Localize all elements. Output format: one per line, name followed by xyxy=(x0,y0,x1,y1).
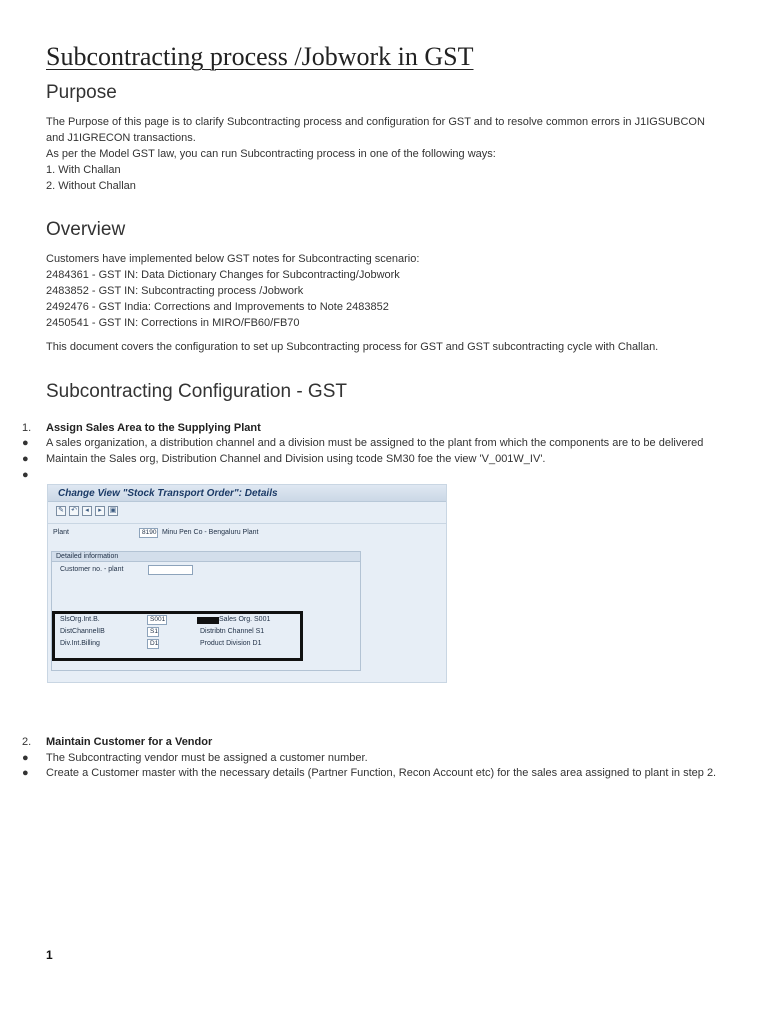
toolbar-divider xyxy=(48,523,446,524)
overview-line: 2450541 - GST IN: Corrections in MIRO/FB60/FB70 xyxy=(46,317,300,329)
purpose-line: The Purpose of this page is to clarify Subcontracting process and configuration for GST and to resolve common errors in J1IGSUBCON xyxy=(46,116,705,128)
sap-toolbar xyxy=(56,506,118,518)
bullet-icon: ● xyxy=(22,437,29,449)
page-title: Subcontracting process /Jobwork in GST xyxy=(46,42,474,71)
plant-field: 8190 xyxy=(139,528,158,538)
dist-channel-description: Distribtn Channel S1 xyxy=(200,628,265,635)
bullet-text: The Subcontracting vendor must be assigned a customer number. xyxy=(46,752,368,764)
purpose-line: As per the Model GST law, you can run Subcontracting process in one of the following ways: xyxy=(46,148,496,160)
purpose-line: and J1IGRECON transactions. xyxy=(46,132,196,144)
purpose-line: 2. Without Challan xyxy=(46,180,136,192)
purpose-line: 1. With Challan xyxy=(46,164,121,176)
customer-no-label: Customer no. - plant xyxy=(60,566,124,573)
purpose-text xyxy=(46,114,705,194)
plant-description: Minu Pen Co - Bengaluru Plant xyxy=(162,529,259,536)
overview-summary: This document covers the configuration to set up Subcontracting process for GST and GST subcontracting cycle with Challan. xyxy=(46,341,659,353)
step-title: Maintain Customer for a Vendor xyxy=(46,736,213,748)
dist-channel-field: S1 xyxy=(147,627,159,637)
bullet-text: A sales organization, a distribution channel and a division must be assigned to the plant from which the components are to be delivered xyxy=(46,437,704,449)
dist-channel-label: DistChannelIB xyxy=(60,628,105,635)
previous-entry-icon: ◂ xyxy=(82,506,92,516)
bullet-text: Create a Customer master with the necessary details (Partner Function, Recon Account etc) for the sales area assigned to plant in step 2. xyxy=(46,767,717,779)
redacted-block xyxy=(197,617,219,624)
division-label: Div.Int.Billing xyxy=(60,640,100,647)
division-field: D1 xyxy=(147,639,159,649)
purpose-heading: Purpose xyxy=(46,82,117,103)
bullet-icon: ● xyxy=(22,752,29,764)
overview-line: 2483852 - GST IN: Subcontracting process /Jobwork xyxy=(46,285,304,297)
overview-line: Customers have implemented below GST notes for Subcontracting scenario: xyxy=(46,253,420,265)
division-description: Product Division D1 xyxy=(200,640,262,647)
sales-org-description: Sales Org. S001 xyxy=(219,616,271,623)
overview-notes xyxy=(46,251,419,331)
step-number: 2. xyxy=(22,736,32,748)
step-number: 1. xyxy=(22,422,32,434)
step-title: Assign Sales Area to the Supplying Plant xyxy=(46,422,261,434)
overview-line: 2492476 - GST India: Corrections and Improvements to Note 2483852 xyxy=(46,301,389,313)
sales-org-field: S001 xyxy=(147,615,167,625)
bullet-icon: ● xyxy=(22,469,29,481)
bullet-icon: ● xyxy=(22,767,29,779)
sap-screenshot xyxy=(47,484,447,683)
customer-no-field xyxy=(148,565,193,575)
overview-line: 2484361 - GST IN: Data Dictionary Changes for Subcontracting/Jobwork xyxy=(46,269,400,281)
overview-heading: Overview xyxy=(46,219,126,240)
plant-label: Plant xyxy=(53,529,69,536)
page-number: 1 xyxy=(46,948,53,962)
group-title: Detailed information xyxy=(52,552,360,562)
config-heading: Subcontracting Configuration - GST xyxy=(46,381,347,402)
next-entry-icon: ▸ xyxy=(95,506,105,516)
sap-window-title: Change View "Stock Transport Order": Details xyxy=(48,485,446,502)
bullet-icon: ● xyxy=(22,453,29,465)
sales-org-label: SlsOrg.Int.B. xyxy=(60,616,100,623)
edit-icon: ✎ xyxy=(56,506,66,516)
undo-icon: ↶ xyxy=(69,506,79,516)
other-entry-icon: ▣ xyxy=(109,507,117,514)
bullet-text: Maintain the Sales org, Distribution Channel and Division using tcode SM30 foe the view 'V_001W_IV'. xyxy=(46,453,546,465)
